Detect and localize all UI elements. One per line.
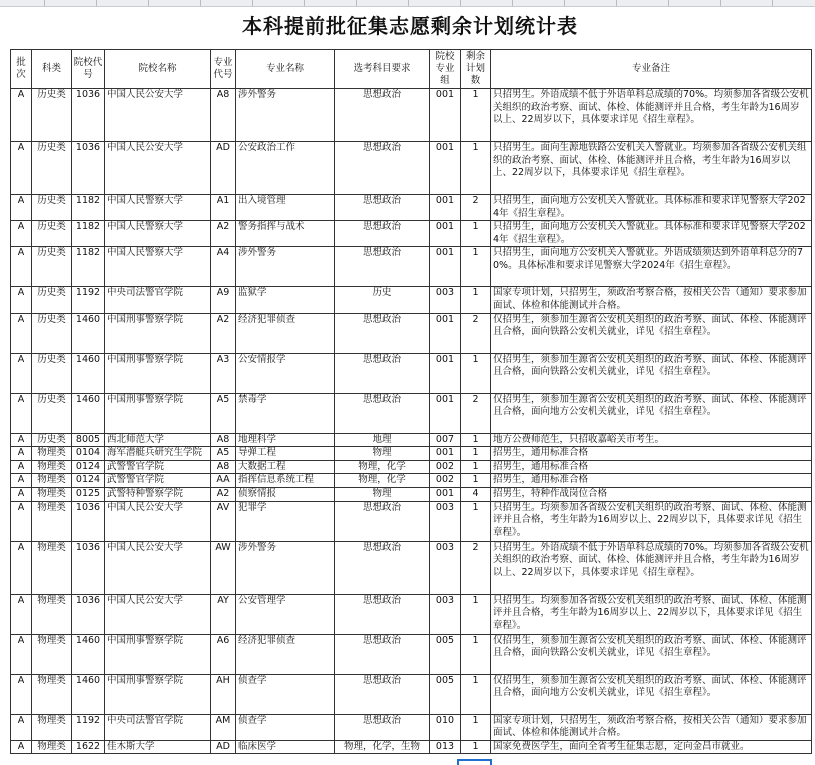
cell-subject-requirement[interactable]: 思想政治 — [335, 541, 430, 594]
header-row — [11, 50, 812, 89]
selected-cell[interactable] — [457, 759, 492, 765]
table-row — [11, 142, 812, 195]
cell-remaining-plan[interactable]: 1 — [461, 460, 491, 474]
cell-school-name[interactable]: 中国人民公安大学 — [105, 501, 211, 541]
cell-school-name[interactable]: 西北师范大学 — [105, 433, 211, 447]
cell-subject-requirement[interactable]: 思想政治 — [335, 89, 430, 142]
cell-remaining-plan[interactable]: 1 — [461, 142, 491, 195]
cell-major-remarks[interactable]: 仅招男生，须参加生源省公安机关组织的政治考察、面试、体检、体能测评且合格，面向铁路公安机关就业，详见《招生章程》。 — [491, 634, 812, 674]
cell-major-code[interactable]: AV — [211, 501, 236, 541]
cell-batch[interactable]: A — [11, 89, 32, 142]
cell-school-code[interactable]: 0124 — [72, 474, 105, 488]
table-row — [11, 541, 812, 594]
plan-table — [10, 49, 812, 754]
cell-batch[interactable]: A — [11, 501, 32, 541]
header-batch[interactable]: 批次 — [11, 50, 32, 89]
cell-remaining-plan[interactable]: 1 — [461, 353, 491, 393]
cell-major-code[interactable]: AW — [211, 541, 236, 594]
cell-major-group[interactable]: 013 — [430, 740, 461, 754]
cell-subject-requirement[interactable]: 思想政治 — [335, 142, 430, 195]
cell-batch[interactable]: A — [11, 714, 32, 740]
cell-subject-requirement[interactable]: 思想政治 — [335, 501, 430, 541]
cell-major-remarks[interactable]: 国家专项计划，只招男生，须政治考察合格，按相关公告（通知）要求参加面试、体检和体能测试并合格。 — [491, 287, 812, 313]
cell-school-code[interactable]: 1622 — [72, 740, 105, 754]
cell-category[interactable]: 历史类 — [32, 287, 72, 313]
cell-major-name[interactable]: 禁毒学 — [236, 393, 335, 433]
header-subject-requirement[interactable]: 选考科目要求 — [335, 50, 430, 89]
cell-school-code[interactable]: 1036 — [72, 594, 105, 634]
cell-major-group[interactable]: 001 — [430, 447, 461, 461]
cell-batch[interactable]: A — [11, 287, 32, 313]
cell-major-group[interactable]: 010 — [430, 714, 461, 740]
cell-major-group[interactable]: 007 — [430, 433, 461, 447]
cell-remaining-plan[interactable]: 1 — [461, 674, 491, 714]
cell-batch[interactable]: A — [11, 221, 32, 247]
cell-category[interactable]: 历史类 — [32, 89, 72, 142]
cell-major-code[interactable]: A9 — [211, 287, 236, 313]
cell-major-group[interactable]: 001 — [430, 89, 461, 142]
table-row — [11, 221, 812, 247]
cell-major-name[interactable]: 侦查学 — [236, 714, 335, 740]
cell-subject-requirement[interactable]: 思想政治 — [335, 353, 430, 393]
cell-remaining-plan[interactable]: 2 — [461, 541, 491, 594]
cell-school-code[interactable]: 1036 — [72, 89, 105, 142]
cell-school-code[interactable]: 1036 — [72, 501, 105, 541]
cell-school-code[interactable]: 1192 — [72, 287, 105, 313]
cell-batch[interactable]: A — [11, 460, 32, 474]
cell-major-name[interactable]: 出入境管理 — [236, 195, 335, 221]
cell-major-group[interactable]: 001 — [430, 353, 461, 393]
cell-major-remarks[interactable]: 招男生，特种作战岗位合格 — [491, 487, 812, 501]
cell-major-remarks[interactable]: 国家免费医学生，面向全省考生征集志愿，定向金昌市就业。 — [491, 740, 812, 754]
cell-major-group[interactable]: 003 — [430, 287, 461, 313]
cell-school-name[interactable]: 武警警官学院 — [105, 474, 211, 488]
table-row — [11, 674, 812, 714]
cell-subject-requirement[interactable]: 历史 — [335, 287, 430, 313]
table-row — [11, 447, 812, 461]
cell-major-remarks[interactable]: 只招男生，面向地方公安机关入警就业。具体标准和要求详见警察大学2024年《招生章程》。 — [491, 195, 812, 221]
cell-category[interactable]: 物理类 — [32, 487, 72, 501]
table-row — [11, 740, 812, 754]
cell-school-code[interactable]: 1182 — [72, 221, 105, 247]
cell-category[interactable]: 物理类 — [32, 740, 72, 754]
cell-subject-requirement[interactable]: 物理 — [335, 487, 430, 501]
cell-school-name[interactable]: 武警警官学院 — [105, 460, 211, 474]
cell-school-code[interactable]: 1182 — [72, 247, 105, 287]
cell-major-name[interactable]: 犯罪学 — [236, 501, 335, 541]
table-row — [11, 501, 812, 541]
cell-category[interactable]: 物理类 — [32, 594, 72, 634]
cell-major-remarks[interactable]: 招男生，通用标准合格 — [491, 474, 812, 488]
cell-major-code[interactable]: AH — [211, 674, 236, 714]
cell-category[interactable]: 物理类 — [32, 501, 72, 541]
cell-major-code[interactable]: A2 — [211, 313, 236, 353]
cell-school-name[interactable]: 武警特种警察学院 — [105, 487, 211, 501]
cell-subject-requirement[interactable]: 物理，化学，生物 — [335, 740, 430, 754]
cell-school-name[interactable]: 中国刑事警察学院 — [105, 313, 211, 353]
cell-major-name[interactable]: 侦查学 — [236, 674, 335, 714]
cell-major-name[interactable]: 指挥信息系统工程 — [236, 474, 335, 488]
cell-batch[interactable]: A — [11, 247, 32, 287]
table-row — [11, 460, 812, 474]
cell-major-remarks[interactable]: 只招男生，面向地方公安机关入警就业。具体标准和要求详见警察大学2024年《招生章程》。 — [491, 221, 812, 247]
cell-major-group[interactable]: 002 — [430, 474, 461, 488]
cell-major-group[interactable]: 001 — [430, 221, 461, 247]
cell-major-group[interactable]: 001 — [430, 393, 461, 433]
cell-major-name[interactable]: 地理科学 — [236, 433, 335, 447]
cell-major-code[interactable]: A6 — [211, 634, 236, 674]
cell-major-code[interactable]: AA — [211, 474, 236, 488]
cell-remaining-plan[interactable]: 1 — [461, 474, 491, 488]
cell-subject-requirement[interactable]: 思想政治 — [335, 313, 430, 353]
cell-school-name[interactable]: 中国人民公安大学 — [105, 594, 211, 634]
cell-major-name[interactable]: 大数据工程 — [236, 460, 335, 474]
cell-school-code[interactable]: 1036 — [72, 541, 105, 594]
cell-category[interactable]: 历史类 — [32, 393, 72, 433]
cell-major-remarks[interactable]: 招男生，通用标准合格 — [491, 460, 812, 474]
cell-school-code[interactable]: 1460 — [72, 634, 105, 674]
cell-major-code[interactable]: AD — [211, 740, 236, 754]
table-row — [11, 89, 812, 142]
cell-category[interactable]: 历史类 — [32, 433, 72, 447]
cell-major-remarks[interactable]: 只招男生。面向生源地铁路公安机关入警就业。均须参加各省级公安机关组织的政治考察、面试、体检、体能测评并且合格，考生年龄为16周岁以上、22周岁以下，具体要求详见《招生章程》。 — [491, 142, 812, 195]
cell-major-group[interactable]: 003 — [430, 541, 461, 594]
cell-school-name[interactable]: 中国人民警察大学 — [105, 247, 211, 287]
cell-batch[interactable]: A — [11, 594, 32, 634]
cell-major-name[interactable]: 涉外警务 — [236, 89, 335, 142]
cell-subject-requirement[interactable]: 思想政治 — [335, 393, 430, 433]
cell-major-remarks[interactable]: 只招男生。均须参加各省级公安机关组织的政治考察、面试、体检、体能测评并且合格，考生年龄为16周岁以上、22周岁以下，具体要求详见《招生章程》。 — [491, 594, 812, 634]
cell-category[interactable]: 历史类 — [32, 195, 72, 221]
cell-remaining-plan[interactable]: 2 — [461, 195, 491, 221]
cell-school-name[interactable]: 中央司法警官学院 — [105, 714, 211, 740]
cell-school-name[interactable]: 海军潜艇兵研究生学院 — [105, 447, 211, 461]
cell-school-name[interactable]: 中国刑事警察学院 — [105, 353, 211, 393]
cell-remaining-plan[interactable]: 1 — [461, 287, 491, 313]
cell-category[interactable]: 物理类 — [32, 674, 72, 714]
cell-school-code[interactable]: 1460 — [72, 393, 105, 433]
cell-school-name[interactable]: 中国人民公安大学 — [105, 541, 211, 594]
cell-major-code[interactable]: A5 — [211, 447, 236, 461]
cell-major-remarks[interactable]: 仅招男生，须参加生源省公安机关组织的政治考察、面试、体检、体能测评且合格，面向铁路公安机关就业，详见《招生章程》。 — [491, 353, 812, 393]
table-row — [11, 487, 812, 501]
cell-school-name[interactable]: 中央司法警官学院 — [105, 287, 211, 313]
cell-remaining-plan[interactable]: 1 — [461, 740, 491, 754]
cell-batch[interactable]: A — [11, 634, 32, 674]
cell-batch[interactable]: A — [11, 487, 32, 501]
cell-major-remarks[interactable]: 国家专项计划，只招男生，须政治考察合格，按相关公告（通知）要求参加面试、体检和体能测试并合格。 — [491, 714, 812, 740]
table-row — [11, 634, 812, 674]
header-school-code[interactable]: 院校代号 — [72, 50, 105, 89]
cell-subject-requirement[interactable]: 思想政治 — [335, 634, 430, 674]
cell-major-name[interactable]: 警务指挥与战术 — [236, 221, 335, 247]
header-major-code[interactable]: 专业代号 — [211, 50, 236, 89]
cell-major-remarks[interactable]: 仅招男生，须参加生源省公安机关组织的政治考察、面试、体检、体能测评且合格，面向地方公安机关就业，详见《招生章程》。 — [491, 674, 812, 714]
cell-major-code[interactable]: A2 — [211, 487, 236, 501]
header-major-name[interactable]: 专业名称 — [236, 50, 335, 89]
header-category[interactable]: 科类 — [32, 50, 72, 89]
cell-category[interactable]: 历史类 — [32, 142, 72, 195]
cell-category[interactable]: 物理类 — [32, 460, 72, 474]
cell-batch[interactable]: A — [11, 474, 32, 488]
cell-school-name[interactable]: 中国人民公安大学 — [105, 142, 211, 195]
cell-school-code[interactable]: 1460 — [72, 353, 105, 393]
cell-subject-requirement[interactable]: 物理 — [335, 447, 430, 461]
cell-category[interactable]: 物理类 — [32, 634, 72, 674]
cell-major-name[interactable]: 导弹工程 — [236, 447, 335, 461]
header-major-remarks[interactable]: 专业备注 — [491, 50, 812, 89]
cell-category[interactable]: 历史类 — [32, 353, 72, 393]
cell-major-code[interactable]: A8 — [211, 460, 236, 474]
cell-major-code[interactable]: AY — [211, 594, 236, 634]
sheet-title: 本科提前批征集志愿剩余计划统计表 — [242, 14, 578, 38]
cell-major-group[interactable]: 001 — [430, 313, 461, 353]
table-row — [11, 714, 812, 740]
cell-remaining-plan[interactable]: 1 — [461, 447, 491, 461]
cell-subject-requirement[interactable]: 思想政治 — [335, 594, 430, 634]
cell-major-code[interactable]: AM — [211, 714, 236, 740]
cell-major-remarks[interactable]: 只招男生。外语成绩不低于外语单科总成绩的70%。均须参加各省级公安机关组织的政治考察、面试、体检、体能测评并且合格，考生年龄为16周岁以上、22周岁以下，具体要求详见《招生章程》。 — [491, 541, 812, 594]
cell-school-code[interactable]: 0125 — [72, 487, 105, 501]
cell-category[interactable]: 物理类 — [32, 541, 72, 594]
cell-batch[interactable]: A — [11, 674, 32, 714]
cell-batch[interactable]: A — [11, 313, 32, 353]
cell-category[interactable]: 物理类 — [32, 447, 72, 461]
cell-major-remarks[interactable]: 只招男生。均须参加各省级公安机关组织的政治考察、面试、体检、体能测评并且合格，考生年龄为16周岁以上、22周岁以下，具体要求详见《招生章程》。 — [491, 501, 812, 541]
table-row — [11, 353, 812, 393]
cell-major-remarks[interactable]: 地方公费师范生，只招收嘉峪关市考生。 — [491, 433, 812, 447]
cell-major-group[interactable]: 005 — [430, 634, 461, 674]
cell-school-code[interactable]: 0104 — [72, 447, 105, 461]
cell-remaining-plan[interactable]: 1 — [461, 247, 491, 287]
cell-major-code[interactable]: A4 — [211, 247, 236, 287]
header-major-group[interactable]: 院校专业组 — [430, 50, 461, 89]
cell-remaining-plan[interactable]: 4 — [461, 487, 491, 501]
cell-major-code[interactable]: A2 — [211, 221, 236, 247]
cell-major-name[interactable]: 公安情报学 — [236, 353, 335, 393]
cell-batch[interactable]: A — [11, 393, 32, 433]
table-row — [11, 474, 812, 488]
cell-major-group[interactable]: 005 — [430, 674, 461, 714]
cell-school-code[interactable]: 8005 — [72, 433, 105, 447]
cell-school-name[interactable]: 中国人民公安大学 — [105, 89, 211, 142]
cell-school-name[interactable]: 中国人民警察大学 — [105, 221, 211, 247]
table-row — [11, 594, 812, 634]
cell-major-code[interactable]: AD — [211, 142, 236, 195]
cell-subject-requirement[interactable]: 思想政治 — [335, 195, 430, 221]
cell-major-remarks[interactable]: 只招男生。外语成绩不低于外语单科总成绩的70%。均须参加各省级公安机关组织的政治考察、面试、体检、体能测评并且合格，考生年龄为16周岁以上、22周岁以下，具体要求详见《招生章程》。 — [491, 89, 812, 142]
cell-major-name[interactable]: 涉外警务 — [236, 541, 335, 594]
cell-category[interactable]: 历史类 — [32, 247, 72, 287]
cell-remaining-plan[interactable]: 1 — [461, 594, 491, 634]
cell-remaining-plan[interactable]: 2 — [461, 313, 491, 353]
header-remaining-plan[interactable]: 剩余计划数 — [461, 50, 491, 89]
cell-major-code[interactable]: A8 — [211, 433, 236, 447]
cell-batch[interactable]: A — [11, 353, 32, 393]
cell-major-name[interactable]: 临床医学 — [236, 740, 335, 754]
cell-major-remarks[interactable]: 仅招男生，须参加生源省公安机关组织的政治考察、面试、体检、体能测评且合格，面向铁路公安机关就业，详见《招生章程》。 — [491, 313, 812, 353]
cell-batch[interactable]: A — [11, 142, 32, 195]
table-row — [11, 433, 812, 447]
cell-major-name[interactable]: 监狱学 — [236, 287, 335, 313]
header-school-name[interactable]: 院校名称 — [105, 50, 211, 89]
cell-major-name[interactable]: 侦察情报 — [236, 487, 335, 501]
cell-major-group[interactable]: 001 — [430, 195, 461, 221]
cell-major-code[interactable]: A3 — [211, 353, 236, 393]
cell-remaining-plan[interactable]: 1 — [461, 89, 491, 142]
cell-major-name[interactable]: 公安管理学 — [236, 594, 335, 634]
cell-school-code[interactable]: 1182 — [72, 195, 105, 221]
cell-subject-requirement[interactable]: 物理，化学 — [335, 460, 430, 474]
cell-subject-requirement[interactable]: 地理 — [335, 433, 430, 447]
cell-batch[interactable]: A — [11, 541, 32, 594]
cell-school-name[interactable]: 中国刑事警察学院 — [105, 634, 211, 674]
cell-subject-requirement[interactable]: 物理，化学 — [335, 474, 430, 488]
cell-batch[interactable]: A — [11, 195, 32, 221]
table-row — [11, 247, 812, 287]
cell-major-group[interactable]: 001 — [430, 142, 461, 195]
cell-category[interactable]: 物理类 — [32, 714, 72, 740]
cell-school-name[interactable]: 佳木斯大学 — [105, 740, 211, 754]
cell-subject-requirement[interactable]: 思想政治 — [335, 674, 430, 714]
table-row — [11, 195, 812, 221]
cell-school-name[interactable]: 中国刑事警察学院 — [105, 674, 211, 714]
cell-major-name[interactable]: 涉外警务 — [236, 247, 335, 287]
cell-subject-requirement[interactable]: 思想政治 — [335, 714, 430, 740]
cell-major-name[interactable]: 经济犯罪侦查 — [236, 634, 335, 674]
cell-remaining-plan[interactable]: 2 — [461, 393, 491, 433]
table-row — [11, 313, 812, 353]
table-row — [11, 393, 812, 433]
cell-school-code[interactable]: 1460 — [72, 674, 105, 714]
cell-school-code[interactable]: 0124 — [72, 460, 105, 474]
cell-category[interactable]: 历史类 — [32, 221, 72, 247]
cell-remaining-plan[interactable]: 1 — [461, 221, 491, 247]
cell-major-group[interactable]: 001 — [430, 487, 461, 501]
cell-school-code[interactable]: 1192 — [72, 714, 105, 740]
cell-major-name[interactable]: 经济犯罪侦查 — [236, 313, 335, 353]
cell-school-code[interactable]: 1460 — [72, 313, 105, 353]
cell-category[interactable]: 物理类 — [32, 474, 72, 488]
cell-major-name[interactable]: 公安政治工作 — [236, 142, 335, 195]
cell-major-code[interactable]: A8 — [211, 89, 236, 142]
cell-batch[interactable]: A — [11, 740, 32, 754]
cell-school-name[interactable]: 中国刑事警察学院 — [105, 393, 211, 433]
cell-remaining-plan[interactable]: 1 — [461, 714, 491, 740]
table-row — [11, 287, 812, 313]
cell-batch[interactable]: A — [11, 433, 32, 447]
cell-major-group[interactable]: 003 — [430, 594, 461, 634]
cell-major-remarks[interactable]: 招男生，通用标准合格 — [491, 447, 812, 461]
cell-batch[interactable]: A — [11, 447, 32, 461]
cell-category[interactable]: 历史类 — [32, 313, 72, 353]
cell-major-group[interactable]: 003 — [430, 501, 461, 541]
cell-remaining-plan[interactable]: 1 — [461, 433, 491, 447]
cell-major-group[interactable]: 001 — [430, 247, 461, 287]
cell-remaining-plan[interactable]: 1 — [461, 634, 491, 674]
cell-subject-requirement[interactable]: 思想政治 — [335, 221, 430, 247]
cell-remaining-plan[interactable]: 1 — [461, 501, 491, 541]
cell-school-name[interactable]: 中国人民警察大学 — [105, 195, 211, 221]
cell-subject-requirement[interactable]: 思想政治 — [335, 247, 430, 287]
cell-school-code[interactable]: 1036 — [72, 142, 105, 195]
cell-major-code[interactable]: A5 — [211, 393, 236, 433]
cell-major-remarks[interactable]: 仅招男生，须参加生源省公安机关组织的政治考察、面试、体检、体能测评且合格，面向地方公安机关就业，详见《招生章程》。 — [491, 393, 812, 433]
cell-major-remarks[interactable]: 只招男生，面向地方公安机关入警就业。外语成绩须达到外语单科总分的70%。具体标准和要求详见警察大学2024年《招生章程》。 — [491, 247, 812, 287]
cell-major-group[interactable]: 002 — [430, 460, 461, 474]
cell-major-code[interactable]: A1 — [211, 195, 236, 221]
